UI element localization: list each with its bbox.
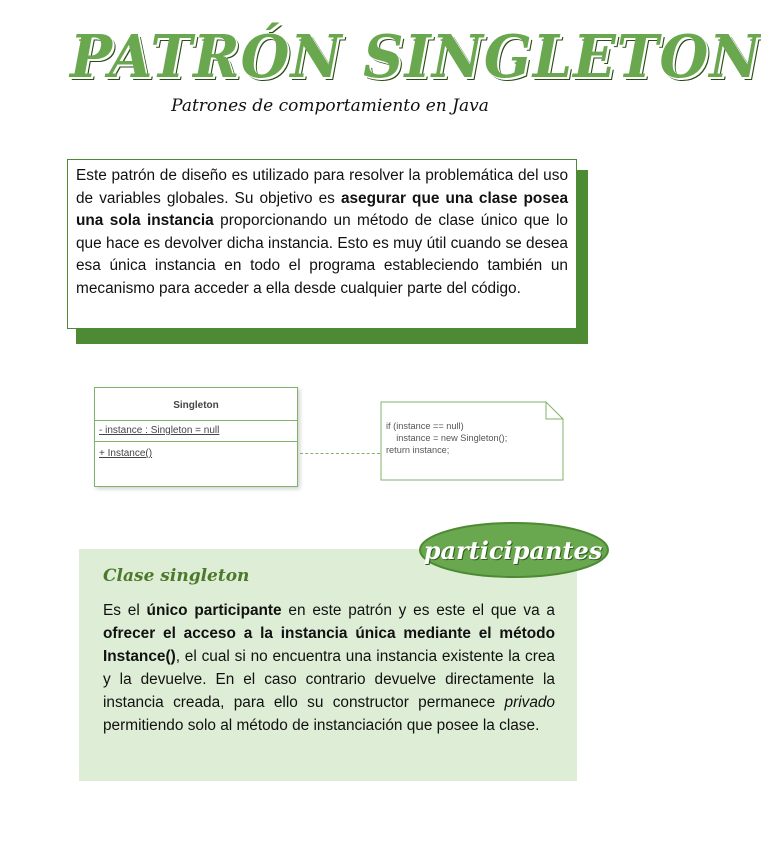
desc-bold: ofrecer el acceso a la instancia única mediante el método Instance()	[103, 625, 555, 665]
desc-text: en este patrón y es este el que va a	[281, 602, 555, 619]
page-subtitle: Patrones de comportamiento en Java	[171, 96, 489, 116]
desc-text: permitiendo solo al método de instanciación que posee la clase.	[103, 717, 540, 734]
uml-note-code: if (instance == null) instance = new Singleton(); return instance;	[386, 421, 508, 455]
participants-badge-label: participantes	[423, 536, 603, 565]
uml-note-connector	[300, 453, 380, 454]
uml-class-box	[94, 387, 298, 487]
desc-text: Es el	[103, 602, 147, 619]
desc-italic: privado	[504, 694, 555, 711]
desc-bold: único participante	[146, 602, 282, 619]
uml-attribute: - instance : Singleton = null	[95, 421, 297, 442]
intro-text: Este patrón de diseño es utilizado para resolver la problemática del uso de variables globales. Su objetivo es	[76, 167, 568, 207]
participants-description	[103, 599, 555, 769]
desc-text: , el cual si no encuentra una instancia existente la crea y la devuelve. En el caso contrario devuelve directamente la instancia creada, para ello su constructor permanece	[103, 648, 555, 711]
intro-box	[67, 159, 577, 329]
uml-class-name: Singleton	[95, 388, 297, 421]
uml-operation: + Instance()	[99, 448, 153, 459]
page-title: PATRÓN SINGLETON	[70, 22, 761, 92]
section-heading: Clase singleton	[103, 566, 250, 586]
intro-bold-text: asegurar que una clase posea una sola instancia	[76, 189, 568, 230]
intro-text-cont: proporcionando un método de clase único que lo que hace es devolver dicha instancia. Esto es muy útil cuando se desea esa única instancia en todo el programa estableciendo también un mecanismo para acceder a ella desde cualquier parte del código.	[76, 212, 568, 297]
